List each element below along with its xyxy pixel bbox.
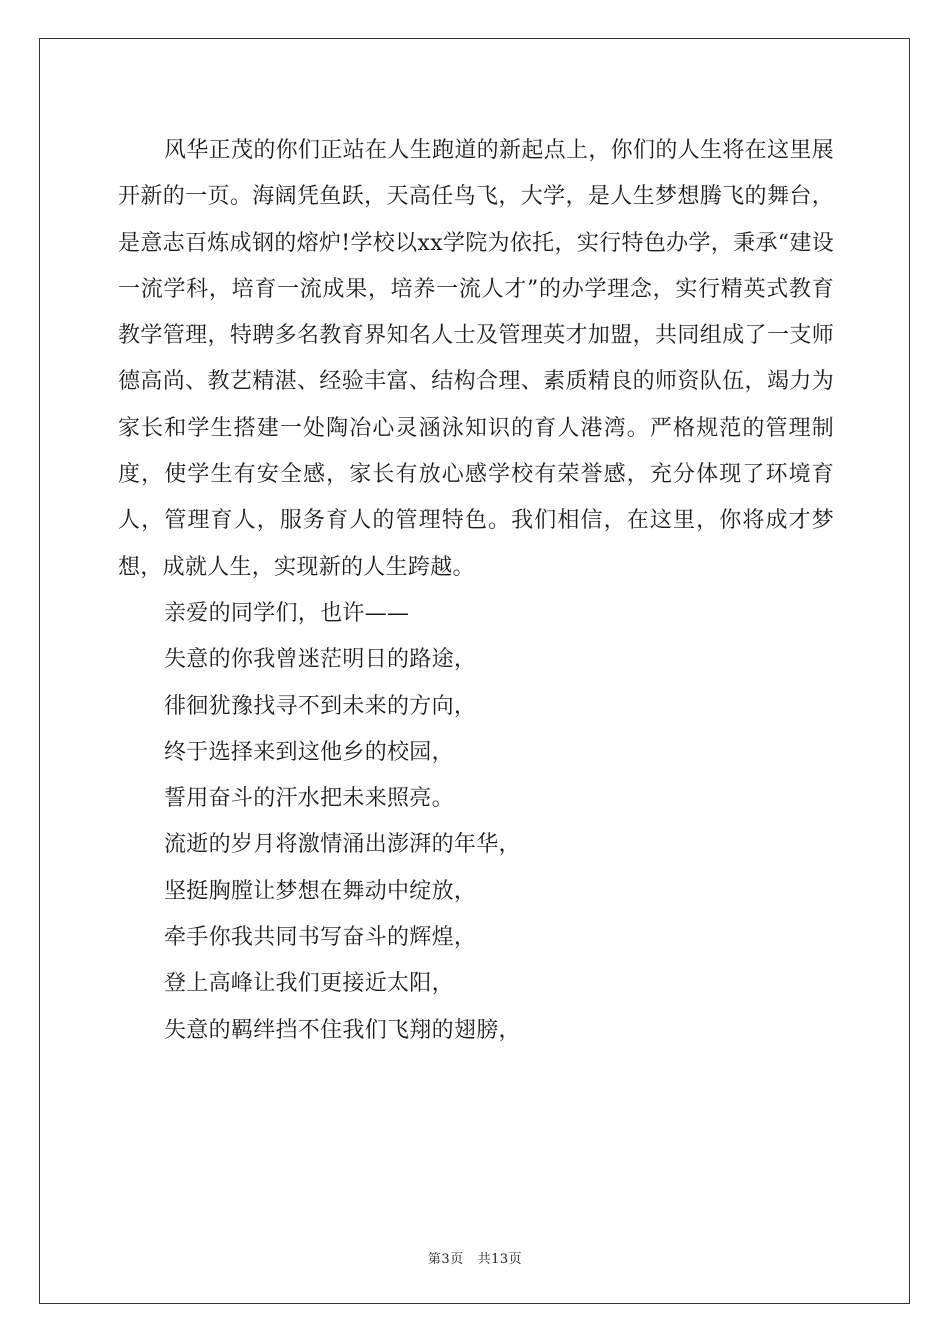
poem-line: 坚挺胸膛让梦想在舞动中绽放，	[164, 878, 477, 904]
page-total: 共13页	[477, 1252, 523, 1267]
poem-line: 亲爱的同学们，也许——	[164, 600, 410, 626]
poem-line: 登上高峰让我们更接近太阳，	[164, 971, 454, 997]
poem-line: 流逝的岁月将激情涌出澎湃的年华，	[164, 832, 521, 858]
poem-line: 失意的羁绊挡不住我们飞翔的翅膀，	[164, 1017, 521, 1043]
document-body	[118, 128, 834, 1054]
poem-line: 牵手你我共同书写奋斗的辉煌，	[164, 925, 477, 951]
body-paragraph: 风华正茂的你们正站在人生跑道的新起点上，你们的人生将在这里展开新的一页。海阔凭鱼跃，天高任鸟飞，大学，是人生梦想腾飞的舞台，是意志百炼成钢的熔炉!学校以xx学院为依托，实行特色办学，秉承“建设一流学科，培育一流成果，培养一流人才”的办学理念，实行精英式教育教学管理，特聘多名教育界知名人士及管理英才加盟，共同组成了一支师德高尚、教艺精湛、经验丰富、结构合理、素质精良的师资队伍，竭力为家长和学生搭建一处陶冶心灵涵泳知识的育人港湾。严格规范的管理制度，使学生有安全感，家长有放心感学校有荣誉感，充分体现了环境育人，管理育人，服务育人的管理特色。我们相信，在这里，你将成才梦想，成就人生，实现新的人生跨越。	[118, 138, 834, 580]
poem-line: 终于选择来到这他乡的校园，	[164, 739, 454, 765]
page-footer	[0, 1248, 950, 1267]
poem-line: 徘徊犹豫找寻不到未来的方向，	[164, 693, 477, 719]
poem-line: 失意的你我曾迷茫明日的路途，	[164, 647, 477, 673]
page-number: 第3页	[427, 1252, 464, 1267]
poem-line: 誓用奋斗的汗水把未来照亮。	[164, 786, 454, 812]
